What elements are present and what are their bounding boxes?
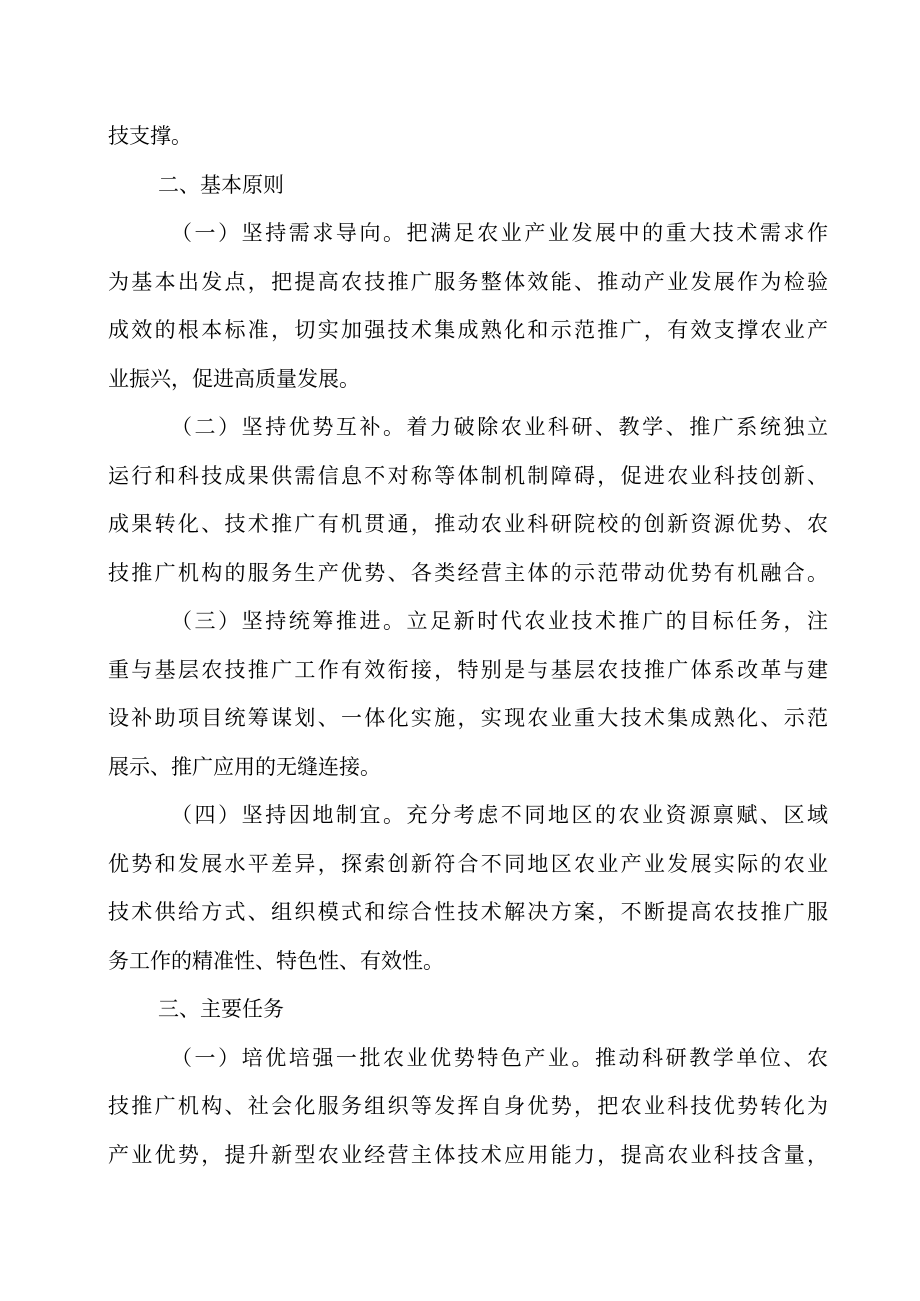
paragraph-line: 产业优势，提升新型农业经营主体技术应用能力，提高农业科技含量， [108,1142,828,1167]
section-heading: 三、主要任务 [158,997,284,1021]
paragraph-line: （一）坚持需求导向。把满足农业产业发展中的重大技术需求作 [171,221,828,245]
paragraph-line: 为基本出发点，把提高农技推广服务整体效能、推动产业发展作为检验 [108,269,828,294]
paragraph-line: （四）坚持因地制宜。充分考虑不同地区的农业资源禀赋、区域 [171,803,828,827]
paragraph-line: 业振兴，促进高质量发展。 [108,366,360,391]
paragraph-line: 运行和科技成果供需信息不对称等体制机制障碍，促进农业科技创新、 [108,463,828,488]
paragraph-line: 设补助项目统筹谋划、一体化实施，实现农业重大技术集成熟化、示范 [108,706,828,730]
paragraph-line: （二）坚持优势互补。着力破除农业科研、教学、推广系统独立 [171,415,828,439]
paragraph-line: （三）坚持统筹推进。立足新时代农业技术推广的目标任务，注 [171,609,828,633]
paragraph-line: 技推广机构的服务生产优势、各类经营主体的示范带动优势有机融合。 [108,560,828,585]
paragraph-line: 技术供给方式、组织模式和综合性技术解决方案，不断提高农技推广服 [108,900,828,924]
paragraph-line: 技推广机构、社会化服务组织等发挥自身优势，把农业科技优势转化为 [108,1094,828,1118]
paragraph-line: 技支撑。 [108,124,192,148]
paragraph-line: （一）培优培强一批农业优势特色产业。推动科研教学单位、农 [171,1045,828,1070]
paragraph-line: 展示、推广应用的无缝连接。 [108,754,381,779]
document-body [108,112,828,1179]
paragraph-line: 务工作的精准性、特色性、有效性。 [108,948,444,973]
section-heading: 二、基本原则 [158,172,284,197]
paragraph-line: 优势和发展水平差异，探索创新符合不同地区农业产业发展实际的农业 [108,851,828,876]
paragraph-line: 重与基层农技推广工作有效衔接，特别是与基层农技推广体系改革与建 [108,657,828,682]
paragraph-line: 成果转化、技术推广有机贯通，推动农业科研院校的创新资源优势、农 [108,512,828,536]
paragraph-line: 成效的根本标准，切实加强技术集成熟化和示范推广，有效支撑农业产 [108,318,828,342]
